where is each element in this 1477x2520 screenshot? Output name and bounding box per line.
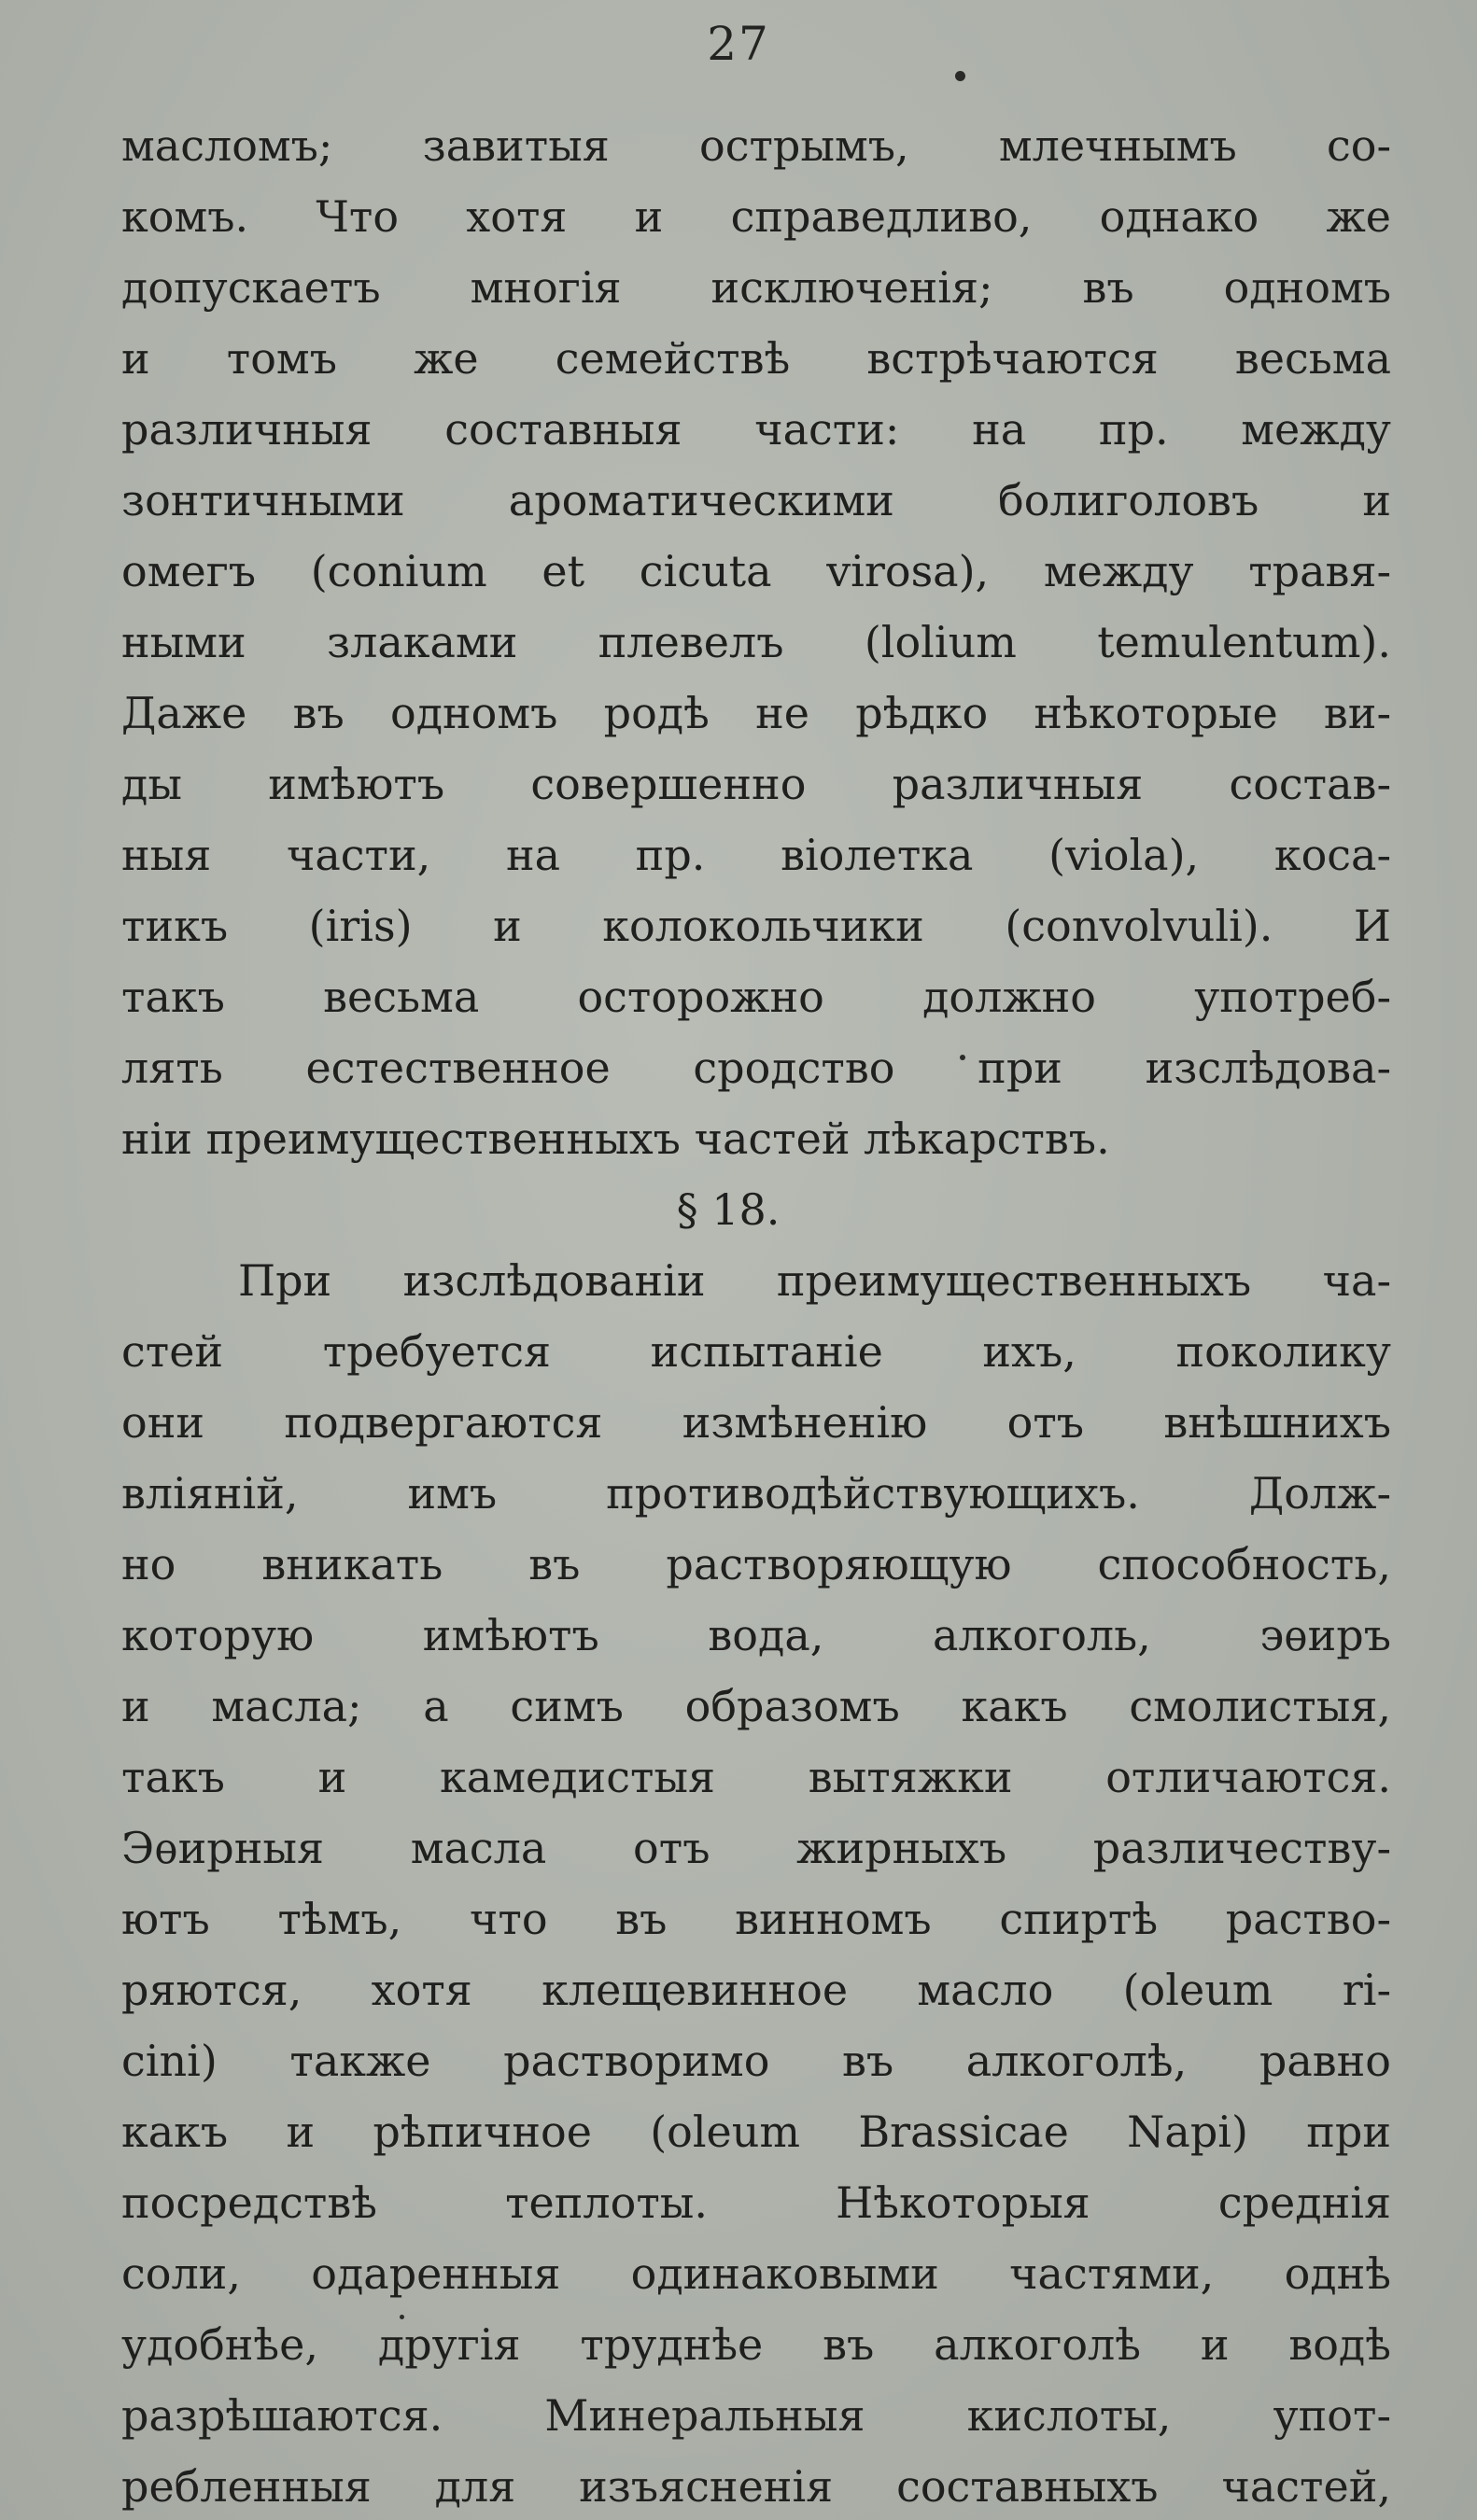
text-line: cini) также растворимо въ алкоголѣ, равно [121, 2036, 1391, 2086]
text-line: какъ и рѣпичное (oleum Brassicae Napi) при [121, 2107, 1391, 2157]
text-line: различныя составныя части: на пр. между [121, 404, 1391, 455]
text-line: они подвергаются измѣненію отъ внѣшнихъ [121, 1397, 1391, 1448]
body-text [121, 110, 1391, 2520]
text-line: ды имѣютъ совершенно различныя состав- [121, 759, 1391, 809]
section-heading: § 18. [676, 1184, 781, 1235]
text-line: ютъ тѣмъ, что въ винномъ спиртѣ раство- [121, 1894, 1391, 1944]
text-line: но вникать въ растворяющую способность, [121, 1539, 1391, 1589]
text-line: Эѳирныя масла отъ жирныхъ различеству- [121, 1823, 1391, 1873]
paragraph-1 [121, 110, 1391, 1174]
text-line: такъ и камедистыя вытяжки отличаются. [121, 1752, 1391, 1802]
page-number: 27 [707, 17, 770, 71]
text-line: ніи преимущественныхъ частей лѣкарствъ. [121, 1113, 1110, 1164]
text-line: зонтичными ароматическими болиголовъ и [121, 475, 1391, 525]
text-line: Даже въ одномъ родѣ не рѣдко нѣкоторые ви- [121, 688, 1391, 738]
text-line: разрѣшаются. Минеральныя кислоты, упот- [121, 2390, 1391, 2441]
text-line: ряются, хотя клещевинное масло (oleum ri- [121, 1965, 1391, 2015]
text-line: и томъ же семействѣ встрѣчаются весьма [121, 333, 1391, 384]
text-line: ныя части, на пр. віолетка (viola), коса- [121, 830, 1391, 880]
text-line: допускаетъ многія исключенія; въ одномъ [121, 262, 1391, 313]
text-line: ными злаками плевелъ (lolium temulentum). [121, 617, 1391, 667]
text-line: ребленныя для изъясненія составныхъ частей, [121, 2461, 1391, 2512]
text-line: удобнѣе, другія труднѣе въ алкоголѣ и водѣ [121, 2319, 1391, 2370]
text-line: такъ весьма осторожно должно употреб- [121, 972, 1391, 1022]
ink-speck [955, 71, 965, 81]
text-line: которую имѣютъ вода, алкоголь, эѳиръ [121, 1610, 1391, 1660]
text-line: стей требуется испытаніе ихъ, поколику [121, 1326, 1391, 1377]
text-line: комъ. Что хотя и справедливо, однако же [121, 191, 1391, 242]
text-line: посредствѣ теплоты. Нѣкоторыя среднія [121, 2177, 1391, 2228]
text-line: При изслѣдованіи преимущественныхъ ча- [238, 1255, 1391, 1306]
paragraph-2 [121, 1245, 1391, 2520]
text-line: лять естественное сродство при изслѣдова- [121, 1043, 1391, 1093]
text-line: омегъ (conium et cicuta virosa), между травя- [121, 546, 1391, 596]
text-line: тикъ (iris) и колокольчики (convolvuli). И [121, 901, 1391, 951]
text-line: масломъ; завитыя острымъ, млечнымъ со- [121, 120, 1391, 171]
text-line: соли, одаренныя одинаковыми частями, однѣ [121, 2248, 1391, 2299]
text-line: и масла; а симъ образомъ какъ смолистыя, [121, 1681, 1391, 1731]
text-line: вліяній, имъ противодѣйствующихъ. Долж- [121, 1468, 1391, 1519]
